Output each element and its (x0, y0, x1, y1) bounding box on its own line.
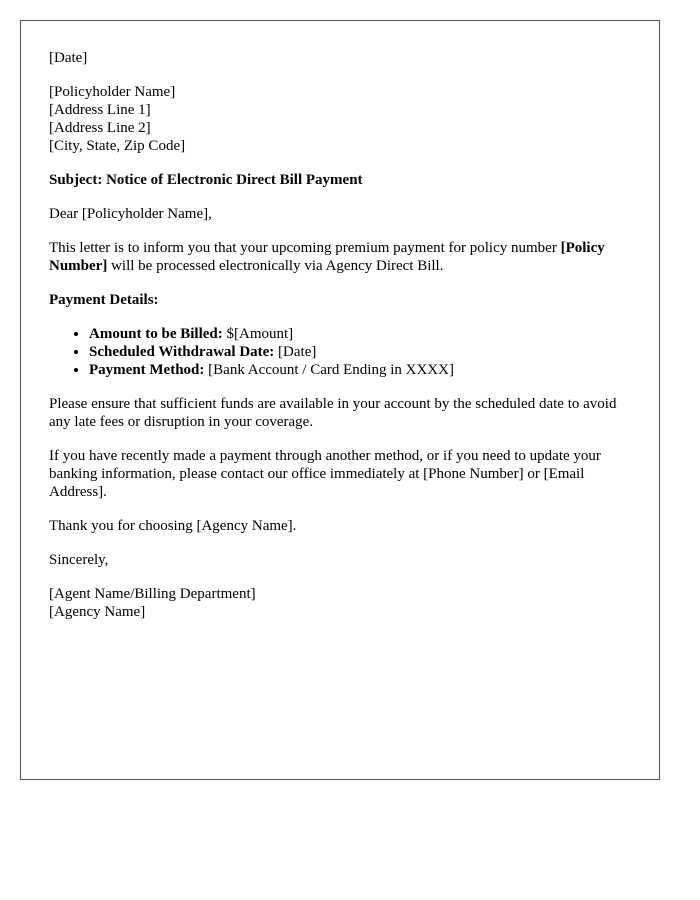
letter-page (20, 20, 660, 780)
signature-block (49, 585, 629, 621)
address-line-2: [Address Line 2] (49, 120, 151, 136)
list-item-amount (89, 325, 629, 343)
payment-details-heading: Payment Details: (49, 292, 159, 308)
contact-notice-paragraph: If you have recently made a payment through another method, or if you need to update your banking information, please contact our office immediately at [Phone Number] or [Email Address]. (49, 448, 601, 500)
detail-label: Amount to be Billed: (89, 326, 223, 342)
detail-label: Scheduled Withdrawal Date: (89, 344, 275, 360)
signature-name: [Agent Name/Billing Department] (49, 586, 256, 602)
detail-value: [Bank Account / Card Ending in XXXX] (204, 362, 454, 378)
detail-label: Payment Method: (89, 362, 205, 378)
recipient-address (49, 83, 629, 155)
list-item-withdrawal-date (89, 343, 629, 361)
intro-paragraph (49, 239, 629, 275)
signature-agency: [Agency Name] (49, 604, 146, 620)
payment-details-list (49, 325, 629, 379)
letter-subject: Subject: Notice of Electronic Direct Bill Payment (49, 172, 363, 188)
letter-body (49, 49, 629, 637)
list-item-payment-method (89, 361, 629, 379)
policy-number: [Policy Number] (49, 240, 605, 274)
funds-notice-paragraph: Please ensure that sufficient funds are available in your account by the scheduled date to avoid any late fees or disruption in your coverage. (49, 396, 617, 430)
address-line-1: [Address Line 1] (49, 102, 151, 118)
letter-date: [Date] (49, 50, 88, 66)
closing: Sincerely, (49, 552, 109, 568)
city-state-zip: [City, State, Zip Code] (49, 138, 186, 154)
salutation: Dear [Policyholder Name], (49, 206, 212, 222)
thanks-paragraph: Thank you for choosing [Agency Name]. (49, 518, 297, 534)
detail-value: $[Amount] (222, 326, 294, 342)
intro-text-after: will be processed electronically via Agency Direct Bill. (107, 258, 444, 274)
recipient-name: [Policyholder Name] (49, 84, 176, 100)
intro-text-before: This letter is to inform you that your upcoming premium payment for policy number (49, 240, 561, 256)
detail-value: [Date] (274, 344, 317, 360)
